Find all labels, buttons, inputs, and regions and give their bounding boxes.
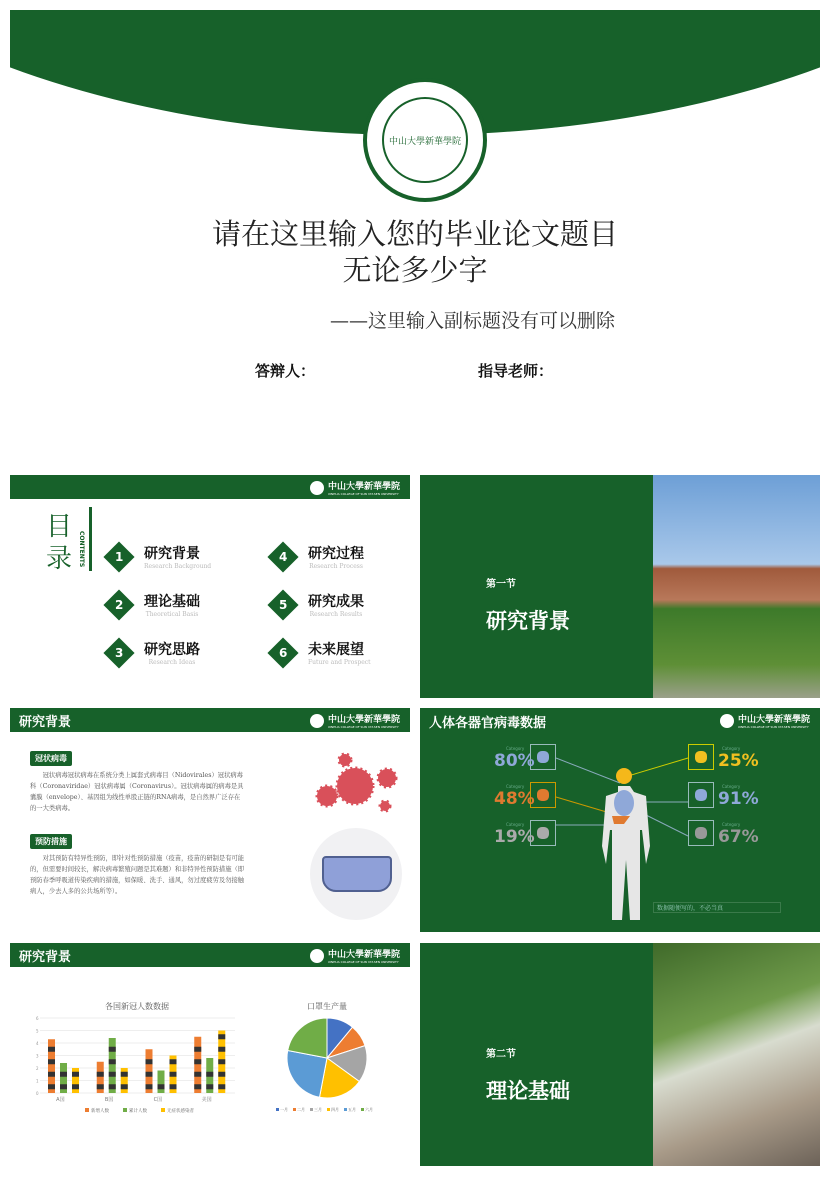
number-badge: 4 xyxy=(267,541,298,572)
cover-slide[interactable] xyxy=(10,10,820,455)
toc-item-title: 研究背景 xyxy=(144,546,200,562)
slide-title: 研究背景 xyxy=(19,715,72,730)
legend-swatch xyxy=(276,1108,279,1111)
bar-stripe xyxy=(158,1084,165,1089)
chart-slide[interactable] xyxy=(10,943,410,1166)
brain-percent: 25% xyxy=(718,751,759,771)
bar-stripe xyxy=(109,1047,116,1052)
legend-swatch xyxy=(310,1108,313,1111)
y-tick-label: 6 xyxy=(36,1016,39,1021)
legend-label: 三月 xyxy=(314,1107,322,1112)
brain-icon xyxy=(688,744,714,770)
lungs-percent: 91% xyxy=(718,789,759,809)
coronavirus-text: 冠状病毒冠状病毒在系统分类上属套式病毒目（Nidovirales）冠状病毒科（Coronaviridae）冠状病毒属（Coronavirus）。冠状病毒属的病毒是具囊膜（envelope）、基因组为线性单股正链的RNA病毒，是自然界广泛存在的一大类病毒。 xyxy=(30,772,244,812)
toc-item-subtitle: Theoretical Basis xyxy=(145,611,199,618)
pie-slice-五月 xyxy=(287,1051,327,1098)
toc-item-2[interactable] xyxy=(104,591,200,618)
y-tick-label: 3 xyxy=(36,1053,39,1059)
contents-label: CONTENTS xyxy=(78,531,85,568)
toc-title: 目 录 xyxy=(46,512,73,574)
slide-header xyxy=(10,475,410,499)
bar-stripe xyxy=(97,1072,104,1077)
bar-stripe xyxy=(121,1084,128,1089)
bar-stripe xyxy=(48,1084,55,1089)
toc-item-title: 研究过程 xyxy=(308,546,364,562)
title-line1: 请在这里输入您的毕业论文题目 xyxy=(211,217,618,251)
defender-label: 答辩人： xyxy=(255,362,316,380)
bar-stripe xyxy=(170,1072,177,1077)
bar-stripe xyxy=(206,1084,213,1089)
mask-illustration xyxy=(310,828,402,920)
bar-chart-title: 各国新冠人数数据 xyxy=(105,1002,169,1011)
bar-stripe xyxy=(72,1072,79,1077)
toc-item-title: 理论基础 xyxy=(144,594,200,610)
toc-slide[interactable] xyxy=(10,475,410,698)
category-label: Category xyxy=(506,784,525,789)
toc-item-subtitle: Research Results xyxy=(309,611,363,618)
section-title: 理论基础 xyxy=(486,1079,570,1103)
number-badge: 6 xyxy=(267,637,298,668)
legend-swatch xyxy=(123,1108,127,1112)
college-logo xyxy=(363,78,487,202)
advisor-label: 指导老师： xyxy=(478,362,554,380)
legend-swatch xyxy=(344,1108,347,1111)
section-label: 第一节 xyxy=(486,579,516,590)
bar-stripe xyxy=(194,1059,201,1064)
bar-stripe xyxy=(146,1072,153,1077)
legend-label: 无症状感染者 xyxy=(167,1109,194,1114)
bar-stripe xyxy=(218,1084,225,1089)
number-badge: 2 xyxy=(103,589,134,620)
category-label: Category xyxy=(722,784,741,789)
bar-stripe xyxy=(109,1072,116,1077)
category-label: Category xyxy=(722,822,741,827)
logo-text: 中山大學新華學院 xyxy=(388,136,461,147)
number-badge: 5 xyxy=(267,589,298,620)
bar-stripe xyxy=(194,1072,201,1077)
legend-swatch xyxy=(161,1108,165,1112)
data-note: 数据随便写的，不必当真 xyxy=(653,902,781,913)
toc-item-1[interactable] xyxy=(104,543,211,570)
body-diagram xyxy=(420,708,820,932)
category-label: Category xyxy=(506,822,525,827)
legend-label: 新增人数 xyxy=(91,1109,109,1114)
bar-stripe xyxy=(146,1084,153,1089)
section-title: 研究背景 xyxy=(486,609,570,633)
section1-slide[interactable] xyxy=(420,475,820,698)
bar-stripe xyxy=(218,1034,225,1039)
bar-stripe xyxy=(48,1072,55,1077)
toc-item-subtitle: Future and Prospect xyxy=(308,659,371,666)
pie-slice-六月 xyxy=(288,1018,327,1058)
bar-stripe xyxy=(194,1084,201,1089)
heart-percent: 67% xyxy=(718,827,759,847)
number-badge: 1 xyxy=(103,541,134,572)
bar-stripe xyxy=(218,1047,225,1052)
legend-label: 累计人数 xyxy=(129,1109,147,1114)
slide-header: 研究背景 中山大學新華學院 XINHUA COLLEGE OF SUN YAT-SEN UNIVERSITY xyxy=(10,708,410,732)
bar-stripe xyxy=(48,1047,55,1052)
divider xyxy=(89,507,92,571)
toc-item-subtitle: Research Ideas xyxy=(148,659,196,666)
bicycle-photo xyxy=(653,943,820,1166)
bar-chart xyxy=(10,943,410,1166)
section2-slide[interactable] xyxy=(420,943,820,1166)
section-label: 第二节 xyxy=(486,1049,516,1060)
organ-data-slide[interactable] xyxy=(420,708,820,932)
slide-title: 人体各器官病毒数据 xyxy=(429,716,547,731)
prevention-text: 对其预防有特异性预防，即针对性预防措施（疫苗，疫苗的研制是有可能的，但需要时间较长，解决病毒繁殖问题是其难题）和非特异性预防措施（即预防春季呼吸道传染疾病的措施，如保暖、洗手、通风，勿过度疲劳及勿接触病人，少去人多的公共场所等）。 xyxy=(30,855,245,895)
toc-item-5[interactable] xyxy=(268,591,364,618)
legend-swatch xyxy=(293,1108,296,1111)
slide-title: 研究背景 xyxy=(19,950,72,965)
bar-stripe xyxy=(97,1084,104,1089)
tag-coronavirus: 冠状病毒 xyxy=(30,751,72,766)
toc-item-4[interactable] xyxy=(268,543,364,570)
bar-stripe xyxy=(109,1084,116,1089)
toc-item-3[interactable] xyxy=(104,639,200,666)
campus-photo xyxy=(653,475,820,698)
number-badge: 3 xyxy=(103,637,134,668)
category-label: Category xyxy=(722,746,741,751)
x-tick-label: A国 xyxy=(56,1097,65,1103)
bar-stripe xyxy=(72,1084,79,1089)
tag-prevention: 预防措施 xyxy=(30,834,72,849)
bar-stripe xyxy=(121,1072,128,1077)
bar-stripe xyxy=(60,1072,67,1077)
background-slide[interactable] xyxy=(10,708,410,932)
toc-item-6[interactable] xyxy=(268,639,371,666)
legend-swatch xyxy=(361,1108,364,1111)
brand-mark: 中山大學新華學院 XINHUA COLLEGE OF SUN YAT-SEN UNIVERSITY xyxy=(720,712,810,729)
slide-header: 研究背景 中山大學新華學院 XINHUA COLLEGE OF SUN YAT-SEN UNIVERSITY xyxy=(10,943,410,967)
prevention-section xyxy=(30,829,245,897)
toc-item-title: 研究思路 xyxy=(144,642,200,658)
bar-stripe xyxy=(170,1084,177,1089)
bar-stripe xyxy=(48,1059,55,1064)
x-tick-label: 美国 xyxy=(201,1097,212,1103)
bar-stripe xyxy=(218,1059,225,1064)
legend-swatch xyxy=(327,1108,330,1111)
legend-swatch xyxy=(85,1108,89,1112)
thesis-title xyxy=(10,216,820,288)
title-line2: 无论多少字 xyxy=(342,253,488,287)
x-tick-label: B国 xyxy=(104,1097,114,1103)
bar-stripe xyxy=(60,1084,67,1089)
bar-累计人数-C国 xyxy=(158,1071,165,1094)
y-tick-label: 0 xyxy=(36,1091,39,1096)
legend-label: 五月 xyxy=(348,1107,356,1112)
heart-icon xyxy=(688,820,714,846)
coronavirus-section xyxy=(30,746,245,814)
bar-stripe xyxy=(206,1072,213,1077)
toc-item-title: 未来展望 xyxy=(308,642,364,658)
toc-item-subtitle: Research Background xyxy=(144,563,212,570)
y-tick-label: 2 xyxy=(36,1066,39,1071)
legend-label: 一月 xyxy=(280,1107,288,1112)
bar-stripe xyxy=(109,1059,116,1064)
legend-label: 四月 xyxy=(331,1107,339,1112)
x-tick-label: C国 xyxy=(153,1097,163,1103)
virus-illustration xyxy=(305,748,405,818)
toc-item-title: 研究成果 xyxy=(308,594,364,610)
liver-percent: 48% xyxy=(494,789,535,809)
bar-stripe xyxy=(218,1072,225,1077)
lungs-icon xyxy=(688,782,714,808)
legend-label: 六月 xyxy=(365,1107,373,1112)
y-tick-label: 1 xyxy=(36,1078,39,1084)
stomach-percent: 80% xyxy=(494,751,535,771)
subtitle: ——这里输入副标题没有可以删除 xyxy=(330,310,616,332)
bar-stripe xyxy=(170,1059,177,1064)
bar-stripe xyxy=(194,1047,201,1052)
pie-chart-title: 口罩生产量 xyxy=(307,1002,347,1011)
category-label: Category xyxy=(506,746,525,751)
kidney-percent: 19% xyxy=(494,827,535,847)
brand-mark: 中山大學新華學院 XINHUA COLLEGE OF SUN YAT-SEN UNIVERSITY xyxy=(310,479,400,496)
toc-item-subtitle: Research Process xyxy=(309,563,363,570)
y-tick-label: 5 xyxy=(36,1028,39,1034)
y-tick-label: 4 xyxy=(36,1041,39,1046)
legend-label: 二月 xyxy=(297,1107,305,1112)
bar-stripe xyxy=(146,1059,153,1064)
